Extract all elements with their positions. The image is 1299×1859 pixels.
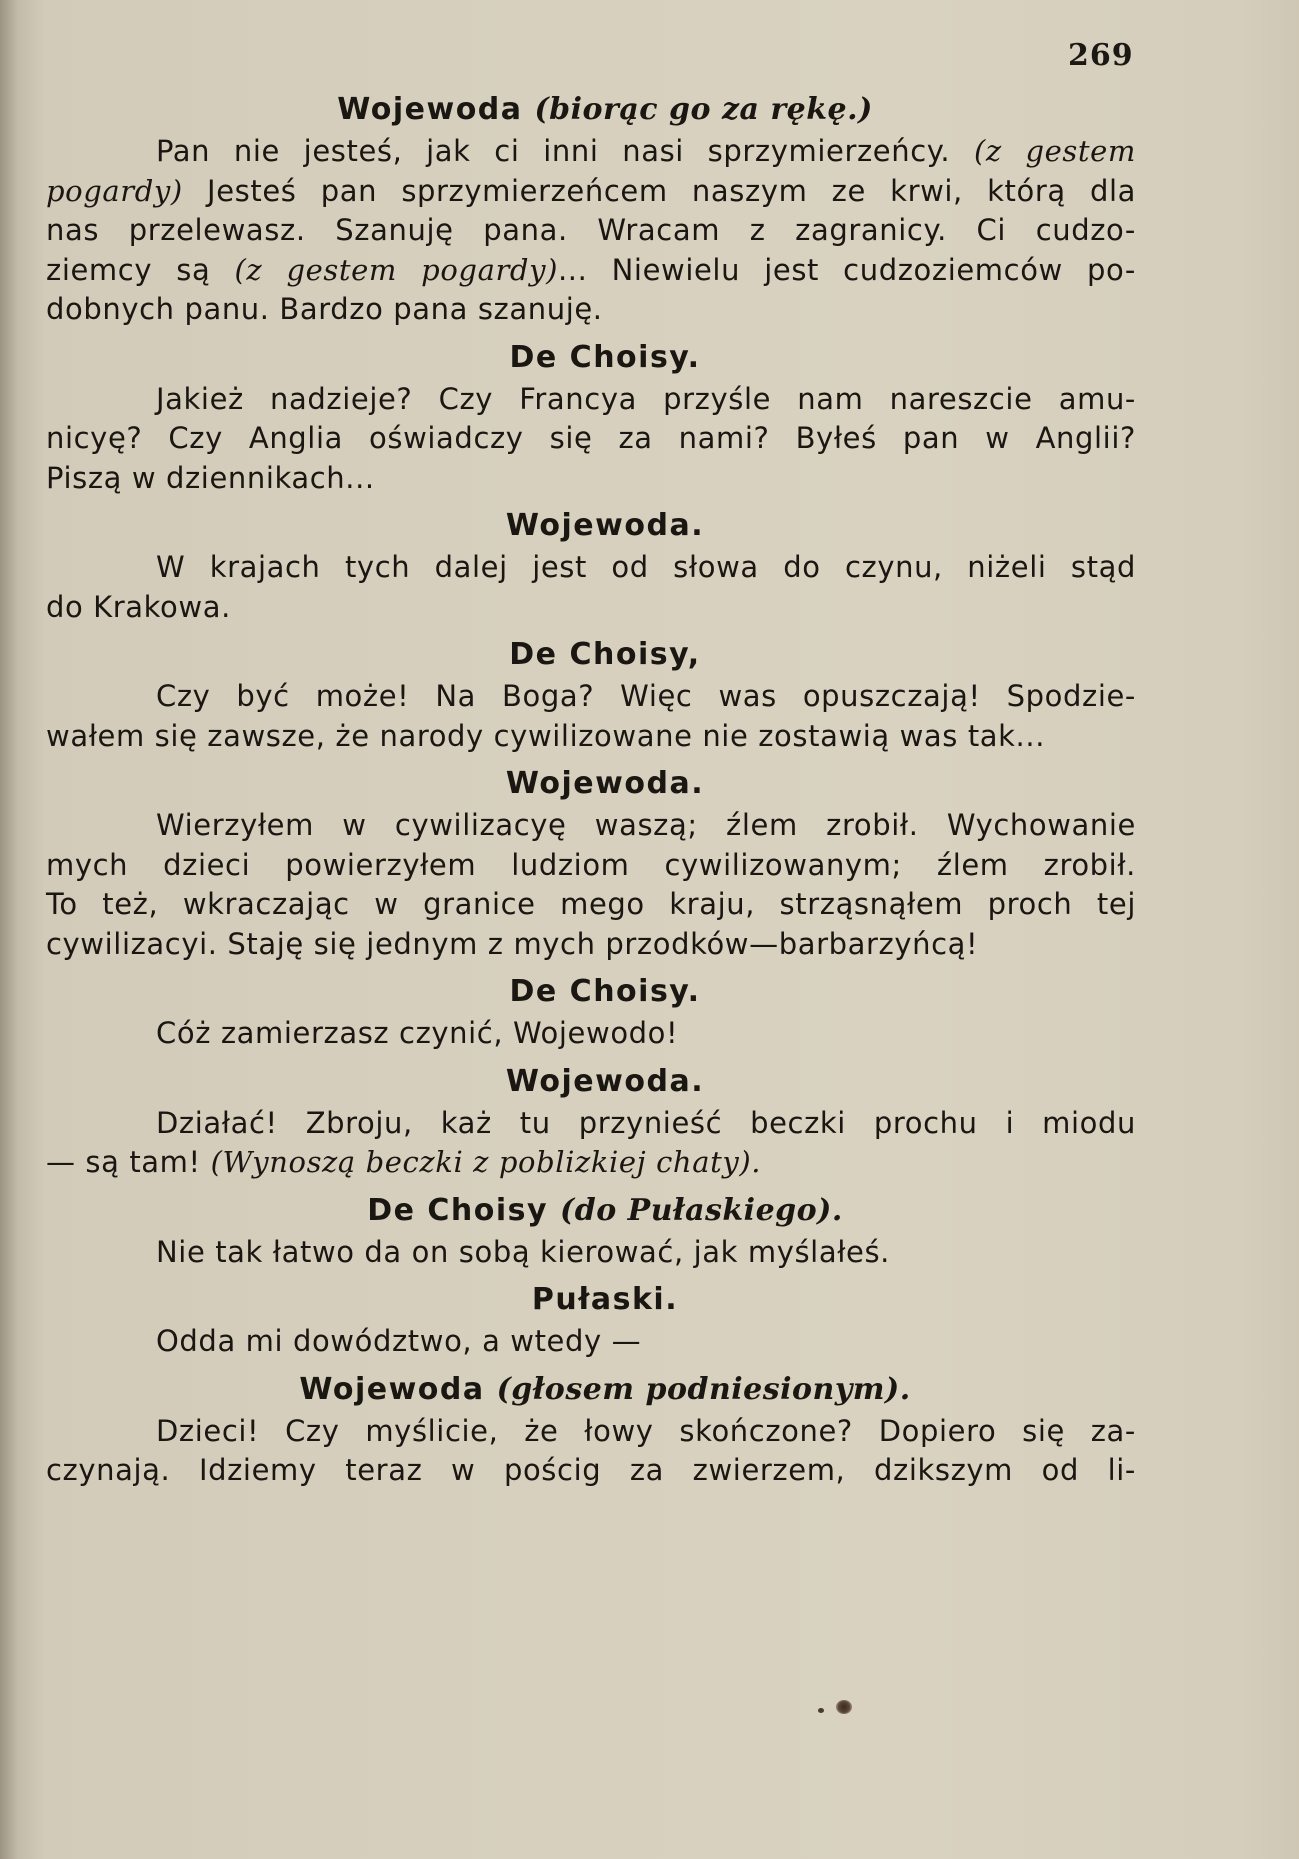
line-text: W krajach tych dalej jest od słowa do czynu, niżeli stąd	[156, 550, 1136, 584]
speaker-name: Wojewoda	[299, 1371, 485, 1407]
text-line	[46, 132, 1136, 172]
text-line	[46, 1143, 1136, 1183]
speech-paragraph	[46, 1233, 1136, 1273]
text-line	[46, 806, 1136, 846]
speaker-name: Pułaski.	[531, 1282, 679, 1317]
inline-stage-direction: (z gestem	[973, 134, 1136, 168]
inline-stage-direction: (Wynoszą beczki z poblizkiej chaty).	[210, 1145, 762, 1179]
text-line	[46, 1233, 1136, 1273]
line-text: Czy być może! Na Boga? Więc was opuszczają! Spodzie-	[156, 679, 1136, 713]
line-text: Piszą w dziennikach...	[46, 460, 375, 495]
line-text: wałem się zawsze, że narody cywilizowane nie zostawią was tak...	[46, 718, 1046, 753]
speech-paragraph	[46, 806, 1136, 964]
speaker-heading	[74, 633, 1136, 677]
text-line	[46, 677, 1136, 717]
text-line	[46, 1104, 1136, 1144]
speaker-heading	[74, 1189, 1136, 1233]
line-text: Jesteś pan sprzymierzeńcem naszym ze krwi, którą dla	[182, 173, 1136, 208]
line-text: ... Niewielu jest cudzoziemców po-	[557, 252, 1136, 287]
speaker-name: De Choisy.	[509, 339, 701, 375]
text-line	[46, 172, 1136, 212]
ink-smudge	[836, 1700, 852, 1714]
speech-paragraph	[46, 1104, 1136, 1183]
speaker-name: De Choisy	[367, 1192, 549, 1228]
line-text: cywilizacyi. Staję się jednym z mych przodków—barbarzyńcą!	[46, 926, 979, 961]
speaker-heading	[74, 336, 1136, 380]
text-line	[46, 459, 1136, 499]
line-text: — są tam!	[46, 1145, 211, 1179]
speaker-heading	[74, 504, 1136, 548]
speaker-heading	[74, 762, 1136, 806]
speaker-name: De Choisy,	[509, 637, 701, 672]
stage-direction: (głosem podniesionym).	[496, 1371, 911, 1407]
line-text: dobnych panu. Bardzo pana szanuję.	[46, 292, 603, 326]
stage-direction: (do Pułaskiego).	[560, 1192, 843, 1228]
text-line	[46, 717, 1136, 757]
speech-paragraph	[46, 1014, 1136, 1054]
line-text: Dzieci! Czy myślicie, że łowy skończone? Dopiero się za-	[156, 1413, 1136, 1448]
line-text: Jakież nadzieje? Czy Francya przyśle nam nareszcie amu-	[156, 381, 1136, 416]
speaker-heading	[74, 970, 1136, 1014]
line-text: Pan nie jesteś, jak ci inni nasi sprzymierzeńcy.	[156, 134, 974, 168]
stage-direction: (biorąc go za rękę.)	[534, 92, 873, 127]
text-line	[46, 290, 1136, 330]
text-line	[46, 211, 1136, 251]
line-text: czynają. Idziemy teraz w pościg za zwierzem, dzikszym od li-	[46, 1453, 1136, 1487]
text-line	[46, 251, 1136, 291]
text-line	[46, 925, 1136, 965]
speech-paragraph	[46, 548, 1136, 627]
speaker-name: Wojewoda.	[505, 508, 705, 543]
text-line	[46, 1322, 1136, 1362]
ink-speck	[818, 1708, 824, 1713]
speaker-name: Wojewoda.	[505, 1063, 705, 1099]
text-line	[46, 380, 1136, 420]
speaker-name: Wojewoda.	[505, 766, 705, 801]
speaker-heading	[74, 1368, 1136, 1412]
speaker-heading	[74, 88, 1136, 132]
text-line	[46, 588, 1136, 628]
text-line	[46, 1451, 1136, 1491]
text-line	[46, 885, 1136, 925]
speech-paragraph	[46, 1322, 1136, 1362]
line-text: mych dzieci powierzyłem ludziom cywilizowanym; źlem zrobił.	[46, 847, 1136, 882]
line-text: Nie tak łatwo da on sobą kierować, jak myślałeś.	[156, 1234, 891, 1269]
line-text: Działać! Zbroju, każ tu przynieść beczki prochu i miodu	[156, 1105, 1136, 1140]
line-text: To też, wkraczając w granice mego kraju, strząsnąłem proch tej	[46, 887, 1136, 921]
line-text: do Krakowa.	[46, 589, 231, 624]
speech-paragraph	[46, 677, 1136, 756]
text-line	[46, 548, 1136, 588]
speech-paragraph	[46, 380, 1136, 499]
speech-paragraph	[46, 1412, 1136, 1491]
text-line	[46, 1014, 1136, 1054]
inline-stage-direction: pogardy)	[46, 173, 183, 208]
line-text: nas przelewasz. Szanuję pana. Wracam z zagranicy. Ci cudzo-	[46, 213, 1136, 247]
line-text: Odda mi dowództwo, a wtedy —	[156, 1324, 642, 1358]
text-line	[46, 846, 1136, 886]
speaker-name: De Choisy.	[509, 974, 701, 1009]
line-text: nicyę? Czy Anglia oświadczy się za nami? Byłeś pan w Anglii?	[46, 421, 1136, 455]
speaker-name: Wojewoda	[337, 92, 523, 127]
speech-paragraph	[46, 132, 1136, 330]
line-text: ziemcy są	[46, 252, 235, 287]
line-text: Cóż zamierzasz czynić, Wojewodo!	[156, 1016, 679, 1050]
speaker-heading	[74, 1278, 1136, 1322]
text-line	[46, 419, 1136, 459]
text-line	[46, 1412, 1136, 1452]
line-text: Wierzyłem w cywilizacyę waszą; źlem zrobił. Wychowanie	[156, 808, 1136, 842]
inline-stage-direction: (z gestem pogardy)	[234, 252, 558, 287]
speaker-heading	[74, 1060, 1136, 1104]
page-number: 269	[1068, 38, 1134, 73]
drama-text	[46, 88, 1136, 1497]
